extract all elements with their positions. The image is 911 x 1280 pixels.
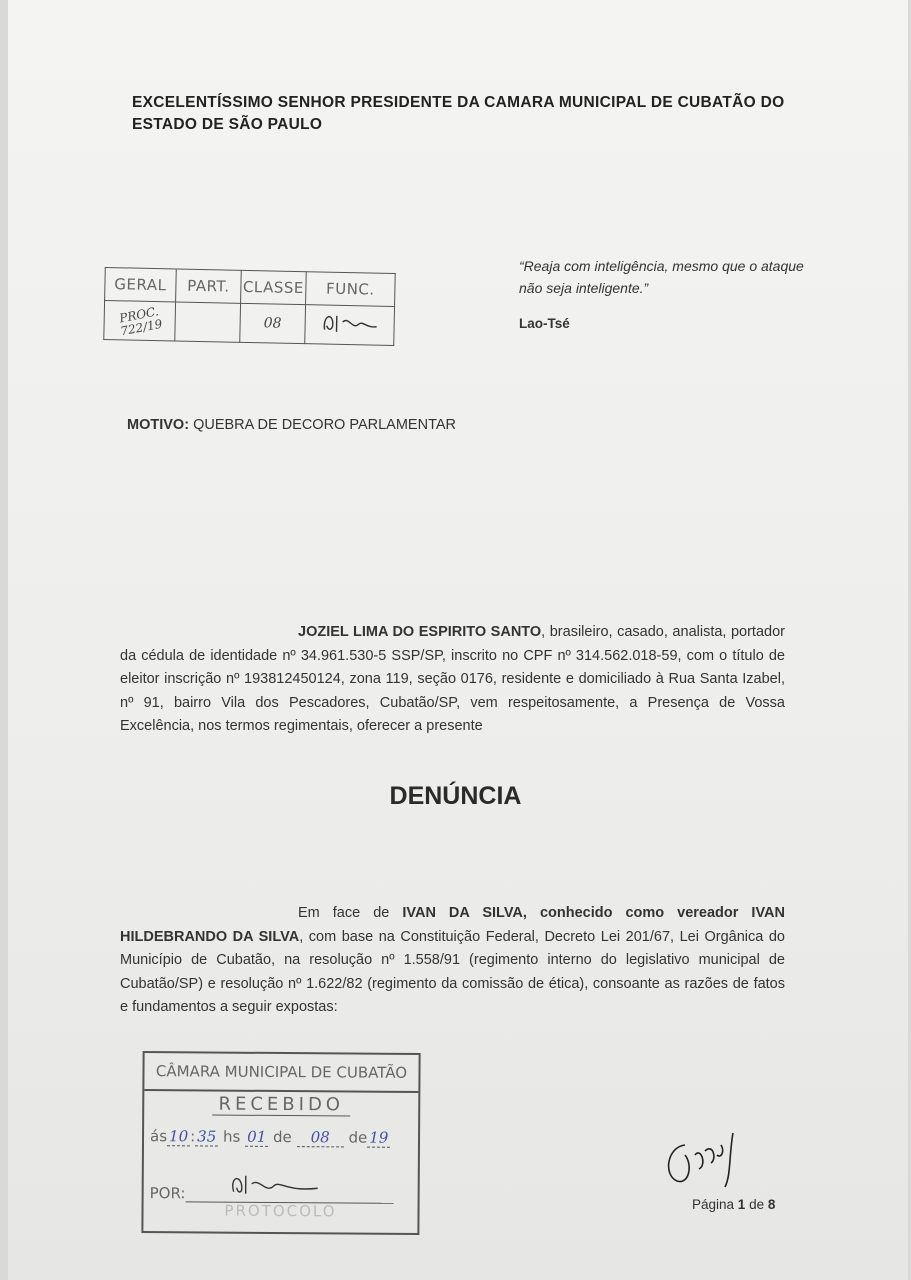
label-por: POR: bbox=[149, 1184, 186, 1203]
stamp-value-geral: PROC. 722/19 bbox=[101, 295, 178, 347]
epigraph-quote: “Reaja com inteligência, mesmo que o ataque não seja inteligente.” bbox=[519, 258, 804, 296]
received-month: 08 bbox=[297, 1128, 344, 1147]
received-stamp-por bbox=[150, 1171, 406, 1204]
received-stamp-org: CÂMARA MUNICIPAL DE CUBATÃO bbox=[144, 1053, 418, 1093]
stamp-header-part: PART. bbox=[176, 269, 242, 303]
page-number bbox=[692, 1197, 775, 1212]
epigraph-author: Lao-Tsé bbox=[519, 316, 570, 331]
signature-mark-icon bbox=[314, 307, 385, 338]
page-prefix: Página bbox=[692, 1197, 738, 1212]
page-current: 1 bbox=[737, 1197, 746, 1212]
stamp-header-classe: CLASSE bbox=[241, 270, 307, 304]
received-stamp-status: RECEBIDO bbox=[212, 1094, 350, 1117]
received-stamp-footer: PROTOCOLO bbox=[224, 1201, 337, 1221]
complainant-name: JOZIEL LIMA DO ESPIRITO SANTO bbox=[298, 624, 542, 640]
label-de-2: de bbox=[348, 1128, 368, 1147]
received-signature-icon bbox=[225, 1172, 325, 1199]
stamp-value-classe: 08 bbox=[240, 303, 306, 343]
intro-paragraph bbox=[120, 621, 785, 739]
label-de-1: de bbox=[273, 1127, 292, 1147]
addressee-heading: EXCELENTÍSSIMO SENHOR PRESIDENTE DA CAMARA MUNICIPAL DE CUBATÃO DO ESTADO DE SÃO PAULO bbox=[132, 94, 785, 133]
stamp-value-part bbox=[175, 302, 241, 342]
body-lead: Em face de bbox=[298, 905, 403, 921]
motivo-text: QUEBRA DE DECORO PARLAMENTAR bbox=[193, 417, 456, 433]
label-as: ás bbox=[149, 1127, 168, 1146]
received-by-line bbox=[185, 1171, 393, 1203]
received-year: 19 bbox=[367, 1129, 390, 1148]
received-stamp bbox=[141, 1051, 420, 1235]
stamp-header-geral: GERAL bbox=[105, 267, 177, 301]
page-total: 8 bbox=[767, 1197, 776, 1212]
label-hs: hs bbox=[223, 1127, 241, 1146]
received-stamp-datetime: ás 10 : 35 hs 01 de 08 de 19 bbox=[149, 1127, 389, 1147]
protocol-stamp bbox=[103, 267, 395, 346]
body-paragraph bbox=[120, 902, 785, 1020]
motivo-line bbox=[127, 417, 456, 433]
body-text: , com base na Constituição Federal, Decreto Lei 201/67, Lei Orgânica do Município de Cubatão, na resolução nº 1.558/91 (regimento interno do legislativo municipal de Cubatão/SP) e resolução nº 1.622/82 (regimento da comissão de ética), consoante as razões de fatos e fundamentos a seguir expostas: bbox=[120, 928, 785, 1015]
page-middle: de bbox=[745, 1197, 768, 1212]
signature-icon bbox=[655, 1125, 765, 1200]
stamp-header-func: FUNC. bbox=[306, 272, 396, 307]
received-day: 01 bbox=[245, 1128, 268, 1147]
document-title: DENÚNCIA bbox=[389, 782, 522, 810]
stamp-signature bbox=[305, 305, 395, 346]
intro-text: , brasileiro, casado, analista, portador da cédula de identidade nº 34.961.530-5 SSP/SP, inscrito no CPF nº 314.562.018-59, com o título de eleitor inscrição nº 193812450124, zona 119, seção 0176, residente e domiciliado à Rua Santa Izabel, nº 91, bairro Vila dos Pescadores, Cubatão/SP, vem respeitosamente, a Presença de Vossa Excelência, nos termos regimentais, oferecer a presente bbox=[120, 624, 785, 734]
received-stamp-status-row bbox=[144, 1093, 418, 1116]
motivo-label: MOTIVO: bbox=[127, 417, 190, 433]
received-minute: 35 bbox=[195, 1127, 218, 1146]
received-hour: 10 bbox=[167, 1127, 190, 1146]
accused-name: IVAN DA SILVA, conhecido como vereador IVAN HILDEBRANDO DA SILVA bbox=[120, 905, 785, 945]
